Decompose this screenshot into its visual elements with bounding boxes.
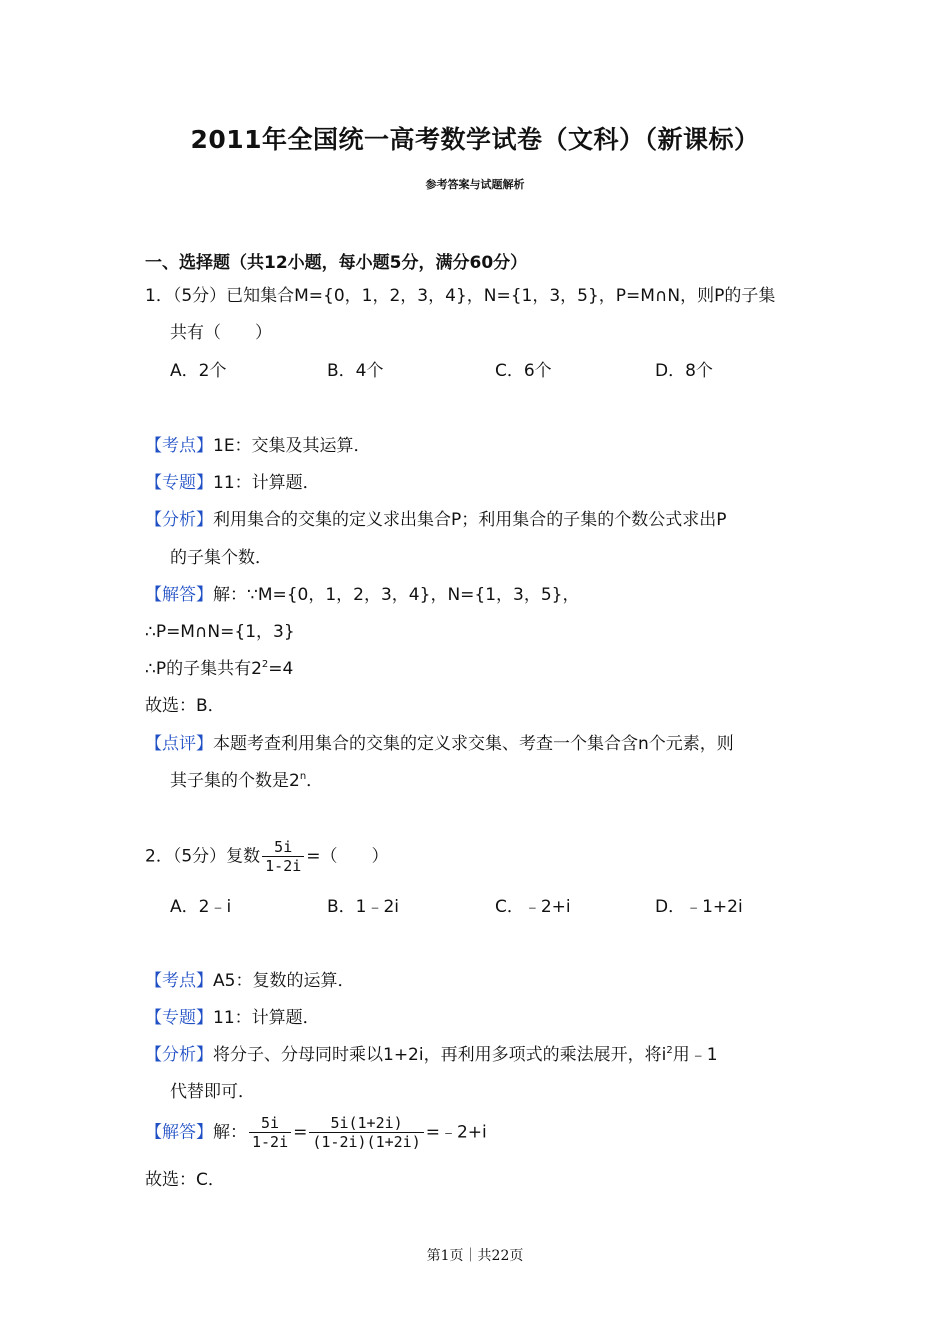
q1-dianping-post: ． bbox=[306, 771, 324, 791]
q2-jieda-fraction1 bbox=[249, 1114, 291, 1151]
q1-dianping-exponent: n bbox=[299, 771, 307, 782]
q2-jieda-fraction2 bbox=[309, 1114, 423, 1151]
kaodian-label: 【考点】 bbox=[145, 436, 213, 456]
q1-zhuanti-text: 11：计算题． bbox=[213, 473, 320, 493]
section-heading: 一、选择题（共12小题，每小题5分，满分60分） bbox=[145, 253, 528, 273]
q1-option-b: B．4个 bbox=[327, 361, 384, 381]
q2-kaodian bbox=[145, 970, 354, 992]
q1-kaodian bbox=[145, 435, 371, 457]
q2-option-d: D．﹣1+2i bbox=[655, 897, 743, 917]
fenxi-label: 【分析】 bbox=[145, 510, 213, 530]
dianping-label: 【点评】 bbox=[145, 734, 213, 754]
q1-step1: ∴P=M∩N={1，3} bbox=[145, 622, 295, 642]
q1-step2-pre: ∴P的子集共有2 bbox=[145, 659, 262, 679]
kaodian-label: 【考点】 bbox=[145, 971, 213, 991]
q1-stem-line2: 共有（ ） bbox=[170, 323, 272, 343]
q1-stem-line1: 1．（5分）已知集合M={0，1，2，3，4}，N={1，3，5}，P=M∩N，则P的子集 bbox=[145, 286, 776, 306]
zhuanti-label: 【专题】 bbox=[145, 1008, 213, 1028]
q2-jieda bbox=[145, 1114, 487, 1151]
q2-fenxi bbox=[145, 1044, 718, 1066]
q2-frac-numerator: 5i bbox=[274, 838, 293, 856]
q2-jieda-post: =﹣2+i bbox=[425, 1122, 487, 1143]
q2-frac-denominator: 1-2i bbox=[262, 856, 304, 875]
q2-option-a: A．2﹣i bbox=[170, 897, 232, 917]
q1-choice: 故选：B． bbox=[145, 696, 225, 716]
q1-jieda bbox=[145, 584, 579, 606]
q2-choice: 故选：C． bbox=[145, 1170, 225, 1190]
q2-stem bbox=[145, 838, 389, 875]
q1-fenxi bbox=[145, 509, 727, 531]
fenxi-label: 【分析】 bbox=[145, 1045, 213, 1065]
q2-kaodian-text: A5：复数的运算． bbox=[213, 971, 355, 991]
q2-stem-pre: 2．（5分）复数 bbox=[145, 846, 261, 867]
q1-step2-exponent: 2 bbox=[261, 659, 269, 670]
q2-option-c: C．﹣2+i bbox=[495, 897, 571, 917]
q1-kaodian-text: 1E：交集及其运算． bbox=[213, 436, 371, 456]
q2-zhuanti bbox=[145, 1007, 320, 1029]
q2-fenxi-pre: 将分子、分母同时乘以1+2i，再利用多项式的乘法展开，将i bbox=[213, 1045, 667, 1065]
jieda-label: 【解答】 bbox=[145, 585, 213, 605]
q1-fenxi-line2: 的子集个数． bbox=[170, 548, 272, 568]
page-subtitle: 参考答案与试题解析 bbox=[425, 178, 525, 191]
q2-zhuanti-text: 11：计算题． bbox=[213, 1008, 320, 1028]
jieda-label: 【解答】 bbox=[145, 1122, 213, 1143]
q1-step2 bbox=[145, 658, 293, 680]
q2-fenxi-exponent: 2 bbox=[666, 1045, 673, 1056]
q1-option-c: C．6个 bbox=[495, 361, 552, 381]
q1-zhuanti bbox=[145, 472, 320, 494]
q1-jieda-text: 解：∵M={0，1，2，3，4}，N={1，3，5}， bbox=[213, 585, 580, 605]
q1-dianping-text1: 本题考查利用集合的交集的定义求交集、考查一个集合含n个元素，则 bbox=[213, 734, 734, 754]
q2-fenxi-line2: 代替即可． bbox=[170, 1082, 255, 1102]
q1-dianping-pre: 其子集的个数是2 bbox=[170, 771, 300, 791]
q1-option-a: A．2个 bbox=[170, 361, 227, 381]
page-footer: 第1页｜共22页 bbox=[426, 1248, 524, 1264]
q1-step2-post: =4 bbox=[268, 659, 294, 679]
q2-stem-post: =（ ） bbox=[306, 846, 389, 867]
q2-jieda-frac2-numerator: 5i(1+2i) bbox=[330, 1114, 403, 1132]
q2-stem-fraction bbox=[262, 838, 304, 875]
q2-jieda-frac2-denominator: (1-2i)(1+2i) bbox=[309, 1132, 423, 1151]
q1-dianping-line2 bbox=[170, 770, 323, 792]
zhuanti-label: 【专题】 bbox=[145, 473, 213, 493]
q2-jieda-frac1-denominator: 1-2i bbox=[249, 1132, 291, 1151]
q2-fenxi-post: 用﹣1 bbox=[672, 1045, 718, 1065]
q2-option-b: B．1﹣2i bbox=[327, 897, 400, 917]
q1-dianping bbox=[145, 733, 734, 755]
q2-jieda-equals: = bbox=[293, 1122, 308, 1143]
q2-jieda-frac1-numerator: 5i bbox=[261, 1114, 280, 1132]
q1-option-d: D．8个 bbox=[655, 361, 713, 381]
page-title: 2011年全国统一高考数学试卷（文科）（新课标） bbox=[190, 125, 760, 154]
q1-fenxi-text1: 利用集合的交集的定义求出集合P；利用集合的子集的个数公式求出P bbox=[213, 510, 727, 530]
q2-jieda-pre: 解： bbox=[213, 1122, 247, 1143]
